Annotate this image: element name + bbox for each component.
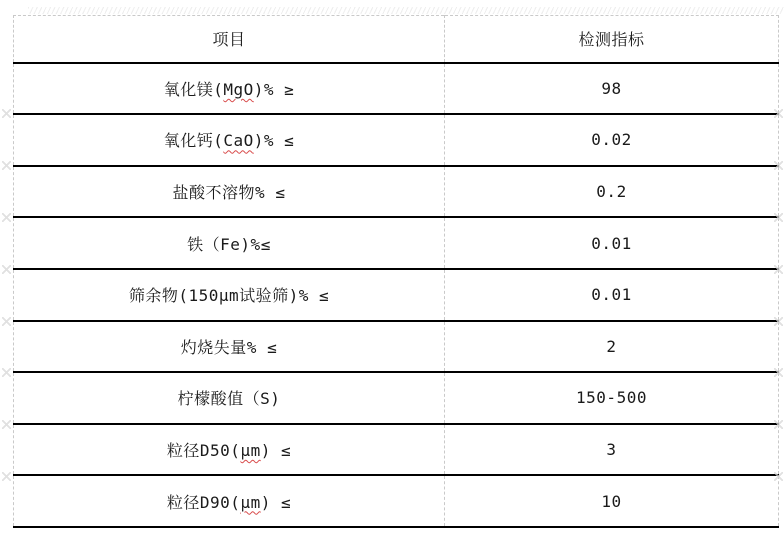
header-row [14,16,779,63]
value-cell [445,372,779,424]
value-cell [445,424,779,476]
item-text: 柠檬酸值（S) [177,389,281,409]
value-text: 150-500 [576,388,647,408]
spec-table [13,15,779,528]
table-row [14,269,779,321]
item-text: 盐酸不溶物% ≤ [172,183,286,203]
table-row [14,63,779,115]
value-text: 10 [601,491,622,511]
value-cell [445,475,779,527]
item-cell [14,269,445,321]
table-row [14,321,779,373]
item-text: 铁（Fe)%≤ [187,234,271,254]
table-row [14,217,779,269]
spellcheck-underline-text: MgO [223,79,254,99]
hatch-artifact [28,7,784,14]
table-row [14,166,779,218]
item-text-suffix: ) ≤ [260,492,292,512]
table-row [14,114,779,166]
row-boundary-mark [2,472,11,481]
item-text-suffix: )% ≥ [253,79,295,99]
item-cell [14,424,445,476]
table-row [14,424,779,476]
item-cell [14,217,445,269]
row-boundary-mark [2,317,11,326]
value-cell [445,166,779,218]
value-cell [445,114,779,166]
item-cell [14,321,445,373]
value-text: 0.01 [591,233,632,253]
item-cell [14,114,445,166]
row-boundary-mark [2,109,11,118]
item-text: 筛余物(150μm试验筛)% ≤ [128,286,330,306]
spellcheck-underline-text: μm [240,492,261,512]
row-boundary-mark [2,368,11,377]
value-text: 0.2 [596,182,627,202]
value-cell [445,217,779,269]
item-cell [14,166,445,218]
table-row [14,372,779,424]
item-text: 氧化镁( [163,79,224,99]
value-text: 0.02 [591,130,632,150]
value-text: 98 [601,78,622,98]
item-text: 氧化钙( [163,131,224,151]
item-text: 粒径D50( [166,441,241,461]
item-text: 粒径D90( [166,492,241,512]
value-cell [445,269,779,321]
row-boundary-mark [2,161,11,170]
column-header-value: 检测指标 [445,16,779,63]
value-cell [445,63,779,115]
row-boundary-mark [2,420,11,429]
item-cell [14,63,445,115]
spellcheck-underline-text: μm [240,441,261,461]
table-row [14,475,779,527]
value-text: 0.01 [591,285,632,305]
item-cell [14,475,445,527]
row-boundary-mark [2,265,11,274]
item-text-suffix: )% ≤ [253,131,295,151]
column-header-item: 项目 [14,16,445,63]
row-boundary-mark [2,213,11,222]
value-cell [445,321,779,373]
item-text-suffix: ) ≤ [260,441,292,461]
spellcheck-underline-text: CaO [223,131,254,151]
value-text: 2 [606,336,617,356]
item-cell [14,372,445,424]
value-text: 3 [606,440,617,460]
item-text: 灼烧失量% ≤ [180,337,278,357]
